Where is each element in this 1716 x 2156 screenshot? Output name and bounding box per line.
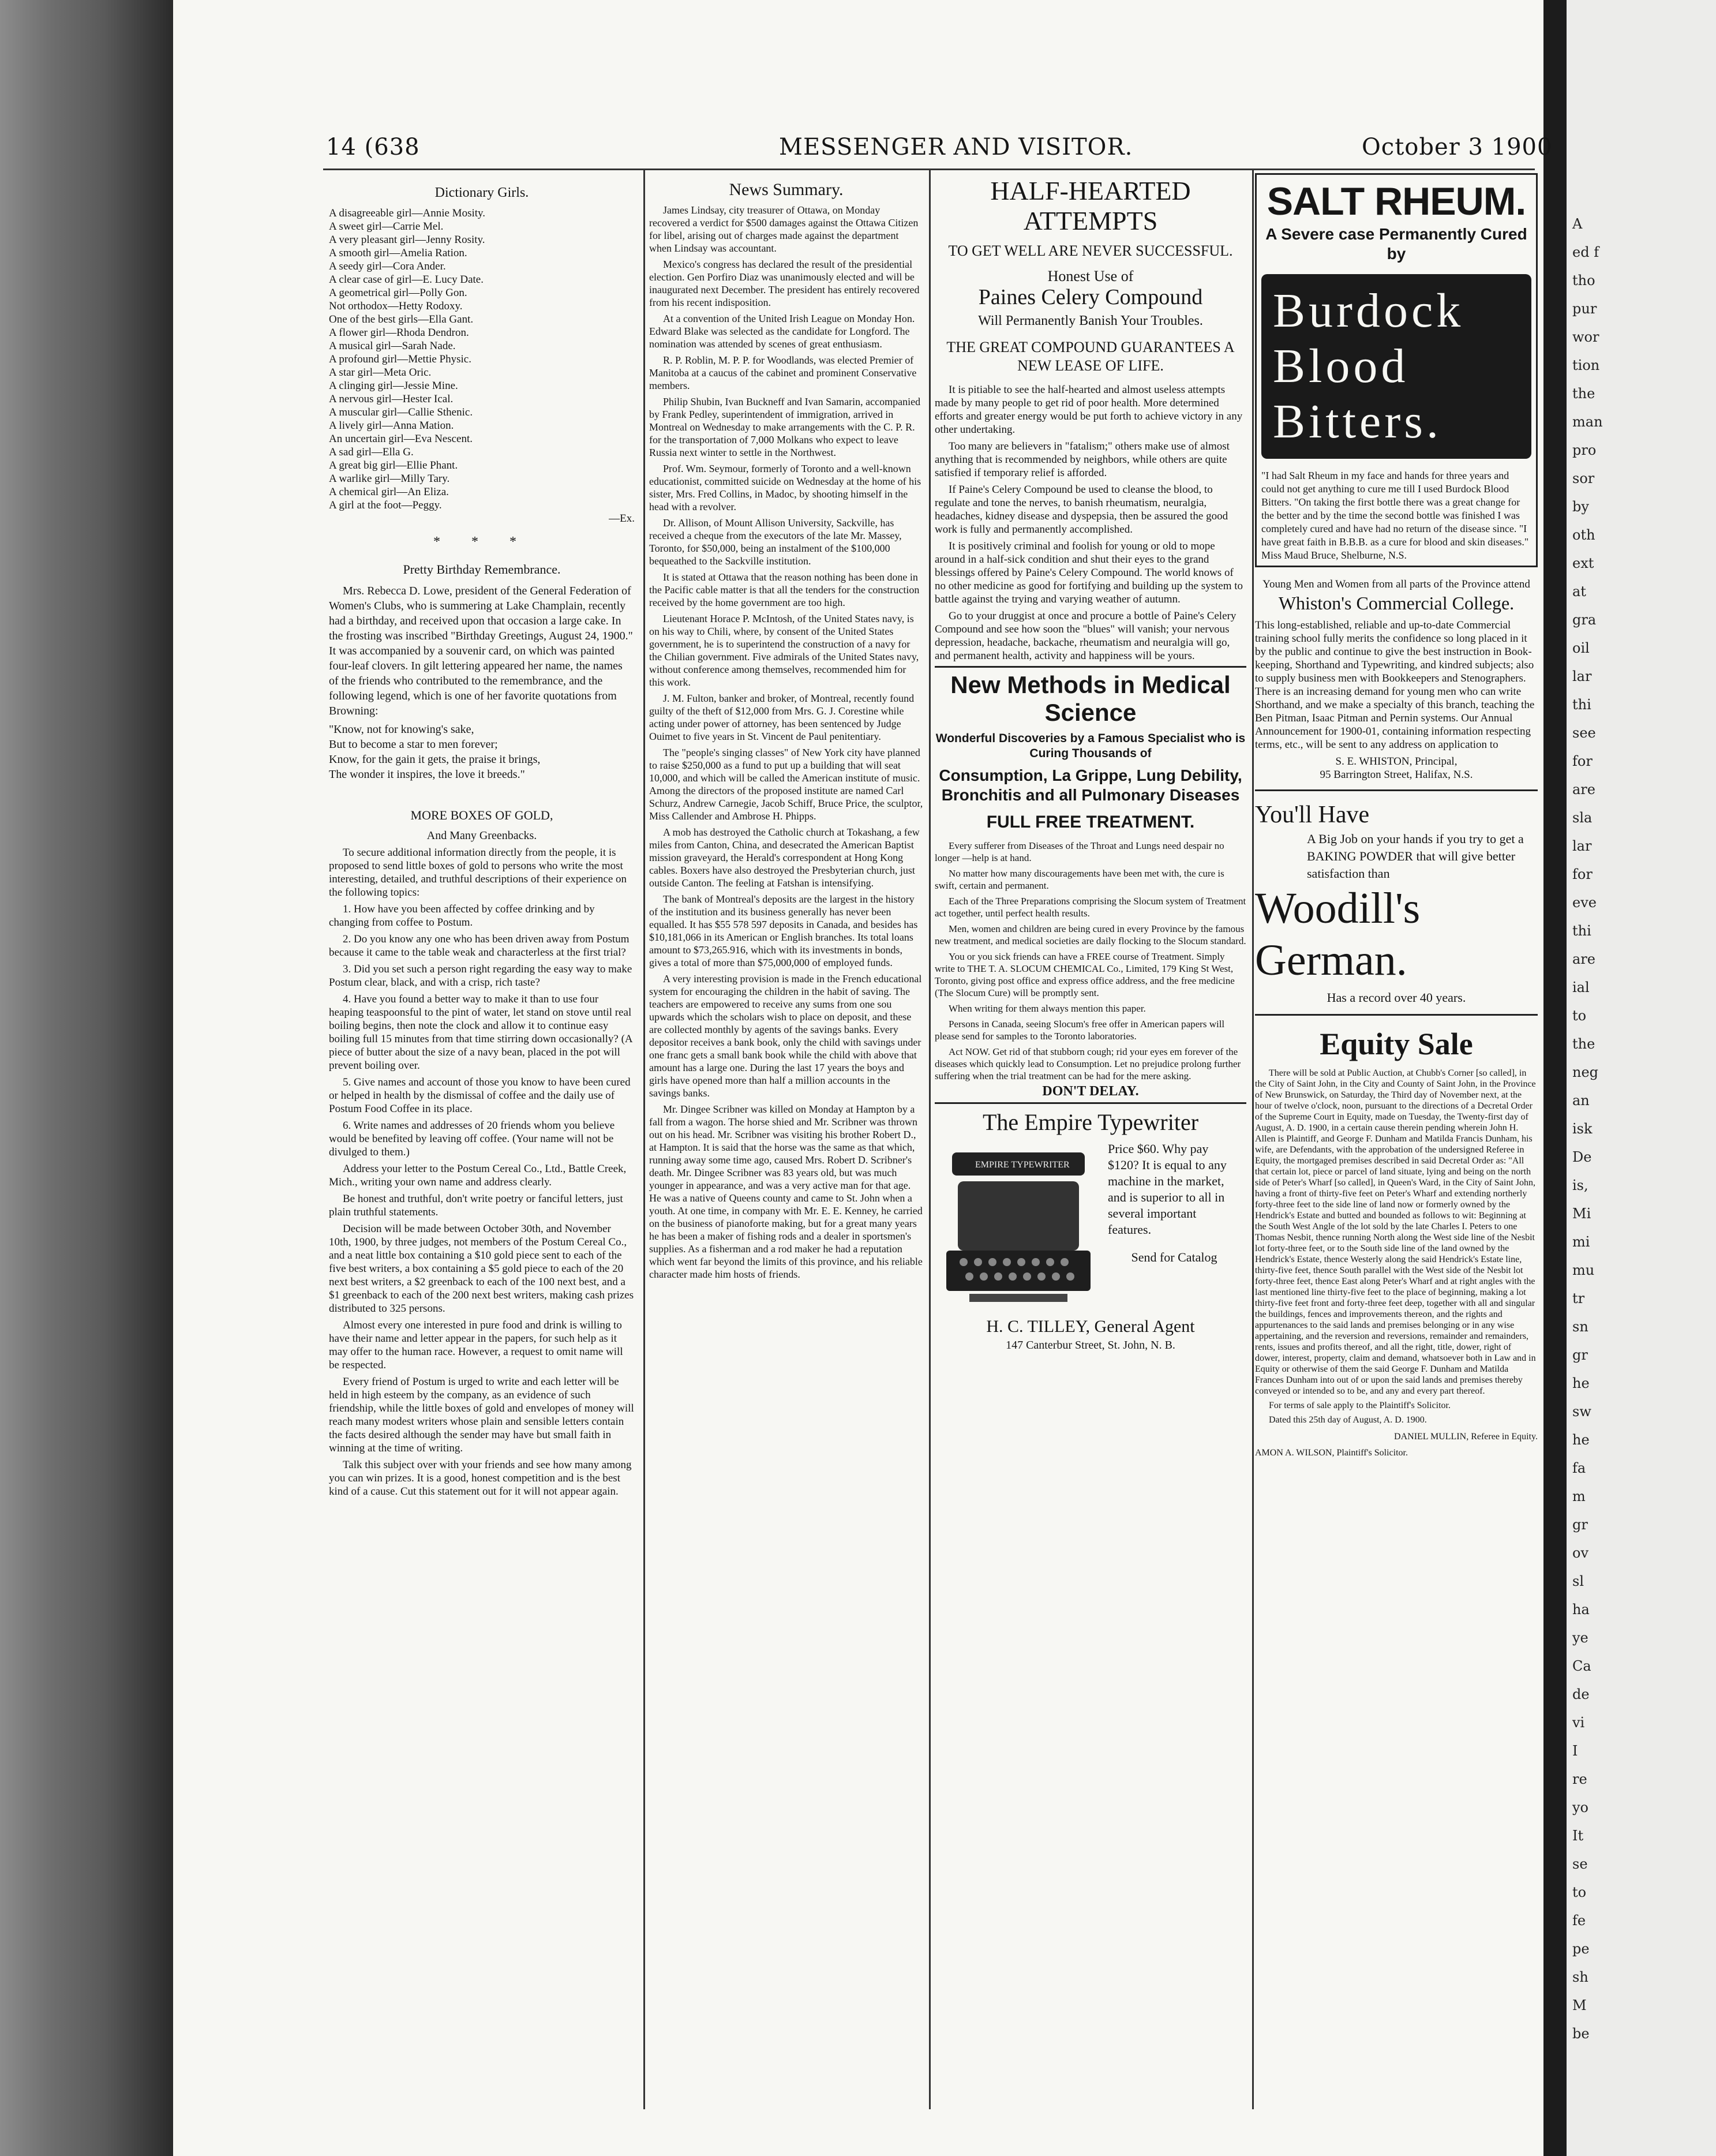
next-page-fragment: see [1572, 725, 1596, 741]
slocum-dont-delay: DON'T DELAY. [1042, 1084, 1139, 1099]
poem-line: Know, for the gain it gets, the praise it brings, [329, 753, 541, 766]
burdock-blood-bitters-logo: Burdock Blood Bitters. [1261, 274, 1531, 459]
column-rule-3 [1252, 170, 1254, 2109]
next-page-fragment: thi [1572, 923, 1591, 939]
postum-decision: Decision will be made between October 30th, and November 10th, 1900, by three judges, not members of the Postum Cereal Co., and a neat little box containing a $10 gold piece sent to each of the five best writers, a box containing a $5 gold piece to each of the 20 next best writers, a $2 greenback to each of the 100 next best, and a $1 greenback to each of the 200 next best writers, making cash prizes distributed to 325 persons. [329, 1223, 634, 1315]
burdock-testimonial: "I had Salt Rheum in my face and hands for three years and could not get anything to cure me till I used Burdock Blood Bitters. "On taking the first bottle there was a great change for the better and by the time the second bottle was finished I was completely cured and have had no return of the disease since. "I have great faith in B.B.B. as a cure for blood and skin diseases." Miss Maud Bruce, Shelburne, N.S. [1261, 470, 1529, 561]
news-item: Lieutenant Horace P. McIntosh, of the United States navy, is on his way to Chili, where, by consent of the United States government, he is to superintend the construction of a navy for the Chilian government. Five admirals of the United States navy, without conference among themselves, recommended him for this work. [649, 613, 919, 688]
paines-headline: HALF-HEARTED ATTEMPTS [990, 176, 1191, 235]
next-page-fragment: is, [1572, 1177, 1588, 1193]
paines-paragraph: If Paine's Celery Compound be used to cleanse the blood, to regulate and tone the nerves, to banish rheumatism, neuralgia, headaches, kidney disease and dyspepsia, then be assured the good work is fully and permanently accomplished. [935, 484, 1228, 536]
slocum-headline: New Methods in Medical Science [950, 671, 1231, 726]
next-page-fragment: sl [1572, 1573, 1584, 1589]
whiston-address: 95 Barrington Street, Halifax, N.S. [1320, 769, 1473, 781]
dictionary-girls-heading: Dictionary Girls. [434, 185, 529, 200]
equity-sale-headline: Equity Sale [1320, 1027, 1473, 1061]
news-item: At a convention of the United Irish League on Monday Hon. Edward Blake was selected as the candidate for Longford. The nomination was attended by scenes of great enthusiasm. [649, 313, 915, 350]
next-page-fragment: ov [1572, 1545, 1589, 1561]
next-page-fragment: lar [1572, 668, 1592, 684]
next-page-fragment: sh [1572, 1969, 1588, 1985]
column-1 [329, 179, 635, 1502]
paines-paragraph: Go to your druggist at once and procure a bottle of Paine's Celery Compound and see how soon the "blues" will vanish; your nervous depression, headache, backache, rheumatism and neuralgia will go, and permanent health, activity and happiness will be yours. [935, 610, 1237, 662]
next-page-fragment: ed f [1572, 244, 1599, 260]
next-page-fragment: Ca [1572, 1658, 1591, 1674]
paines-banish: Will Permanently Banish Your Troubles. [978, 313, 1203, 328]
youll-have-headline: You'll Have [1255, 802, 1370, 828]
whiston-intro: Young Men and Women from all parts of the Province attend [1262, 578, 1530, 590]
next-page-fragment: for [1572, 866, 1593, 882]
next-page-fragment: pe [1572, 1941, 1590, 1957]
next-page-fragment: pur [1572, 301, 1597, 317]
slocum-paragraph: Every sufferer from Diseases of the Throat and Lungs need despair no longer —help is at hand. [935, 840, 1224, 863]
next-page-fragment: sla [1572, 810, 1593, 826]
paines-celery-ad [935, 176, 1246, 662]
slocum-ad [935, 671, 1246, 1098]
postum-talk: Talk this subject over with your friends and see how many among you can win prizes. It is a good, honest competition and is the best kind of a cause. Cut this statement out for it will not appear again. [329, 1459, 632, 1498]
dictionary-girl-entry: A clear case of girl—E. Lucy Date. [329, 274, 484, 286]
next-page-fragment: are [1572, 951, 1595, 967]
news-item: The bank of Montreal's deposits are the largest in the history of the institution and its business generally has never been equalled. It has $55 578 597 deposits in Canada, and besides has $10,181,066 in its American or English branches. Its total loans amount to $73,265.916, which with its investments in bonds, gives a total of more than $75,000,000 of employed funds. [649, 893, 918, 968]
next-page-fragment: at [1572, 583, 1586, 600]
salt-rheum-headline: SALT RHEUM. [1267, 179, 1526, 223]
typewriter-illustration [935, 1141, 1102, 1314]
column-rule-2 [929, 170, 931, 2109]
next-page-fragment: ha [1572, 1601, 1590, 1618]
paines-honest: Honest Use of [1047, 268, 1134, 285]
next-page-fragment: gr [1572, 1517, 1588, 1533]
next-page-fragment: m [1572, 1488, 1586, 1504]
german-name: German. [1255, 936, 1407, 985]
woodills-name: Woodill's [1255, 884, 1421, 933]
slocum-paragraph: No matter how many discouragements have been met with, the cure is swift, certain and permanent. [935, 868, 1224, 891]
paines-product: Paines Celery Compound [978, 285, 1203, 309]
left-binding-edge [0, 0, 173, 2156]
news-item: R. P. Roblin, M. P. P. for Woodlands, was elected Premier of Manitoba at a caucus of the cabinet and prominent Conservative members. [649, 354, 917, 391]
dictionary-girl-entry: A profound girl—Mettie Physic. [329, 353, 471, 365]
next-page-fragment: mi [1572, 1234, 1590, 1250]
slocum-paragraph: Persons in Canada, seeing Slocum's free offer in American papers will please send for samples to the Toronto laboratories. [935, 1019, 1225, 1042]
boxes-of-gold-subheading: And Many Greenbacks. [426, 829, 537, 842]
dictionary-girl-entry: A musical girl—Sarah Nade. [329, 340, 456, 352]
postum-question-3: 3. Did you set such a person right regarding the easy way to make Postum clear, black, and with a crisp, rich taste? [329, 963, 632, 989]
next-page-fragment: oth [1572, 527, 1595, 543]
source-credit: —Ex. [609, 512, 635, 525]
paines-guarantee: THE GREAT COMPOUND GUARANTEES A NEW LEASE OF LIFE. [946, 339, 1235, 374]
whiston-body: This long-established, reliable and up-to-date Commercial training school fully merits the confidence so long placed in it by the public and continue to give the best instruction in Book-keeping, Shorthand and Typewriting, and kindred subjects; also to supply business men with Bookkeepers and Stenographers. There is an increasing demand for young men who can write Shorthand, and we make a specialty of this branch, teaching the Ben Pitman, Isaac Pitman and Pernin systems. Our Annual Announcement for 1900-01, containing information respecting terms, etc., will be sent to any address on application to [1255, 619, 1535, 751]
next-page-fragment: for [1572, 753, 1593, 769]
next-page-fragment: gr [1572, 1347, 1588, 1363]
poem-line: The wonder it inspires, the love it breeds." [329, 768, 525, 781]
next-page-fragment: eve [1572, 894, 1597, 911]
dictionary-girl-entry: A flower girl—Rhoda Dendron. [329, 327, 469, 339]
browning-poem [329, 722, 635, 782]
next-page-fragment: the [1572, 385, 1595, 402]
news-item: A very interesting provision is made in the French educational system for encouraging the children in the habit of saving. The teachers are empowered to receive any sums from one sou upwards which the scholars wish to place on deposit, and these are collected monthly by agents of the savings banks. Every depositor receives a bank book, only the child with savings under one franc gets a small bank book while the child with above that amount has a large one. During the last 17 years the boys and girls have opened more than half a million accounts in the savings banks. [649, 973, 922, 1099]
postum-question-2: 2. Do you know any one who has been driven away from Postum because it came to the table weak and characterless at the first trial? [329, 933, 630, 959]
paines-paragraph: It is positively criminal and foolish for young or old to mope around in a half-sick condition and shut their eyes to the grand blessings offered by Paine's Celery Compound. The world knows of no other medicine as good for fortifying and building up the system to battle against the trying and varying weather of autumn. [935, 540, 1243, 605]
news-item: Mr. Dingee Scribner was killed on Monday at Hampton by a fall from a wagon. The horse shied and Mr. Scribner was thrown out on his head. Mr. Scribner was visiting his brother Robert D., at Hampton. It is said that the horse was the same as that which, running away some time ago, caused Mrs. Robert D. Scribner's death. Mr. Dingee Scribner was 83 years old, but was much younger in appearance, and was a very active man for that age. He was a native of Queens county and came to St. John when a youth. At one time, in company with Mr. E. E. Kenney, he carried on the business of pianoforte making, but for a great many years he has been a maker of fishing rods and a dealer in sportsmen's supplies. As a fisherman and a rod maker he had a reputation which went far beyond the limits of this province, and his reliable character made him hosts of friends. [649, 1103, 923, 1280]
next-page-fragment: gra [1572, 612, 1597, 628]
salt-rheum-subhead: A Severe case Permanently Cured by [1265, 225, 1527, 263]
boxes-of-gold-heading: MORE BOXES OF GOLD, [410, 808, 553, 822]
postum-intro: To secure additional information directly from the people, it is proposed to send little boxes of gold to persons who write the most interesting, detailed, and truthful descriptions of their experience on the following topics: [329, 847, 627, 899]
next-page-fragment: se [1572, 1856, 1588, 1872]
postum-question-6: 6. Write names and addresses of 20 friends whom you believe would be benefited by leaving off coffee. (Your name will not be divulged to them.) [329, 1120, 615, 1158]
postum-question-5: 5. Give names and account of those you know to have been cured or helped in health by the dismissal of coffee and the daily use of Postum Food Coffee in its place. [329, 1076, 631, 1115]
next-page-fragment: sor [1572, 470, 1595, 486]
burdock-ad [1255, 173, 1538, 567]
dictionary-girl-entry: A disagreeable girl—Annie Mosity. [329, 207, 486, 219]
dictionary-girls-list [329, 207, 635, 512]
news-item: Dr. Allison, of Mount Allison University, Sackville, has received a cheque from the executors of the late Mr. Massey, Toronto, for $50,000, being an instalment of the $100,000 bequeathed to the Sackville institution. [649, 517, 902, 567]
dictionary-girl-entry: A lively girl—Anna Mation. [329, 420, 454, 432]
next-page-fragment: the [1572, 1036, 1595, 1052]
column-4 [1255, 173, 1538, 1461]
next-page-fragment: A [1572, 216, 1583, 232]
dictionary-girl-entry: A star girl—Meta Oric. [329, 366, 432, 379]
next-page-fragment: tion [1572, 357, 1600, 373]
news-item: J. M. Fulton, banker and broker, of Montreal, recently found guilty of the theft of $12,000 from Mrs. G. J. Corestine while acting under power of attorney, has been sentenced by Judge Ouimet to five years in St. Vincent de Paul penitentiary. [649, 693, 915, 742]
next-page-fragment: vi [1572, 1715, 1585, 1731]
next-page-fragment: sw [1572, 1403, 1591, 1420]
paines-paragraph: It is pitiable to see the half-hearted and almost useless attempts made by many people to get rid of poor health. More determined efforts and greater energy would be put forth to achieve victory in any other undertaking. [935, 384, 1243, 436]
next-page-fragment: wor [1572, 329, 1599, 345]
equity-sale-terms: For terms of sale apply to the Plaintiff's Solicitor. [1269, 1401, 1451, 1410]
news-item: The "people's singing classes" of New York city have planned to raise $250,000 as a fund to put up a building that will seat 10,000, and which will be called the American institute of music. Among the directors of the proposed institute are named Carl Schurz, Andrew Carnegie, Jacob Schiff, Bruce Price, the sculptor, Miss Callender and Ambrose H. Phipps. [649, 747, 923, 822]
column-2 [649, 176, 923, 1284]
next-page-fragment: ext [1572, 555, 1594, 571]
next-page-fragment: an [1572, 1092, 1590, 1109]
next-page-fragment: he [1572, 1375, 1590, 1391]
news-items [649, 204, 923, 1281]
news-item: Philip Shubin, Ivan Buckneff and Ivan Samarin, accompanied by Frank Pedley, superintendent of immigration, arrived in Montreal on Wednesday to make arrangements with the C. P. R. for the transportation of 7,000 Molkans who expect to leave Russia next winter to settle in the Northwest. [649, 396, 921, 458]
slocum-paragraph: Act NOW. Get rid of that stubborn cough; rid your eyes em forever of the diseases which quickly lead to Consumption. Let no prejudice prolong further suffering when the trial treatment can be had for the mere asking. [935, 1046, 1241, 1081]
next-page-fragment: fe [1572, 1912, 1586, 1929]
next-page-fragment: are [1572, 781, 1595, 798]
next-page-fragment: De [1572, 1149, 1592, 1165]
next-page-fragment: be [1572, 2026, 1590, 2042]
next-page-fragment: tr [1572, 1290, 1585, 1307]
empire-agent: H. C. TILLEY, General Agent [986, 1317, 1195, 1336]
dictionary-girl-entry: A sad girl—Ella G. [329, 446, 414, 458]
woodills-ad [1255, 799, 1538, 1006]
next-page-fragment: I [1572, 1743, 1578, 1759]
page-gutter [1543, 0, 1567, 2156]
next-page-fragment: mu [1572, 1262, 1595, 1278]
section-divider-stars: * * * [433, 534, 530, 549]
dictionary-girl-entry: An uncertain girl—Eva Nescent. [329, 433, 473, 445]
next-page-fragment: man [1572, 414, 1603, 430]
newspaper-title: MESSENGER AND VISITOR. [779, 134, 1133, 160]
next-page-fragment: he [1572, 1432, 1590, 1448]
dictionary-girl-entry: A chemical girl—An Eliza. [329, 486, 449, 498]
whiston-ad [1255, 578, 1538, 781]
next-page-fragment: fa [1572, 1460, 1586, 1476]
slocum-diseases: Consumption, La Grippe, Lung Debility, Bronchitis and all Pulmonary Diseases [939, 766, 1242, 804]
slocum-paragraph: Men, women and children are being cured in every Province by the famous new treatment, and medical societies are daily flocking to the Slocum standard. [935, 923, 1246, 946]
column-rule-1 [643, 170, 645, 2109]
next-page-fragment: oil [1572, 640, 1590, 656]
woodills-record: Has a record over 40 years. [1327, 990, 1466, 1005]
paines-body [935, 383, 1246, 662]
dictionary-girl-entry: Not orthodox—Hetty Rodoxy. [329, 300, 463, 312]
slocum-paragraph: Each of the Three Preparations comprising the Slocum system of Treatment act together, until perfect health results. [935, 896, 1246, 919]
equity-sale-dated: Dated this 25th day of August, A. D. 1900. [1269, 1415, 1427, 1425]
next-page-fragment: neg [1572, 1064, 1599, 1080]
postum-question-1: 1. How have you been affected by coffee drinking and by changing from coffee to Postum. [329, 903, 595, 929]
postum-honesty: Be honest and truthful, don't write poetry or fanciful letters, just plain truthful statements. [329, 1193, 623, 1218]
next-page-fragment: re [1572, 1771, 1587, 1787]
paines-paragraph: Too many are believers in "fatalism;" others make use of almost anything that is recommended by neighbors, while others are quite satisfied if temporary relief is afforded. [935, 440, 1230, 479]
next-page-fragment: to [1572, 1008, 1587, 1024]
equity-sale-body: There will be sold at Public Auction, at Chubb's Corner [so called], in the City of Saint John, in the City and County of Saint John, in the Province of New Brunswick, on Saturday, the Third day of November next, at the hour of twelve o'clock, noon, pursuant to the directions of a Decretal Order of the Supreme Court in Equity, made on Tuesday, the Twenty-first day of August, A. D. 1900, in a certain cause therein pending wherein John H. Allen is Plaintiff, and George F. Dunham and Matilda Francis Dunham, his wife, are Defendants, with the approbation of the undersigned Referee in Equity, the mortgaged premises described in said Decretal Order as: "All that certain lot, piece or parcel of land situate, lying and being on the north side of Peter's Wharf [so called], in Queen's Ward, in the City of Saint John, having a front of thirty-five feet on Peter's Wharf and extending northerly forty-three feet to the side line of land now or formerly owned by the Hendrick's Estate and butted and bounded as follows to wit: Beginning at the South West Angle of the lot sold by the late Charles I. Peters to one Thomas Nesbit, thence running North along the West side line of the Nesbit lot forty-three feet, or to the South side line of the land owned by the Hendrick's Estate, thence Westerly along the said Hendrick's Estate line, thirty-five feet, thence South parallel with the West side of the Nesbit lot forty-three feet, thence East along Peter's Wharf and at right angles with the last mentioned line thirty-five feet to the place of beginning, making a lot thirty-five feet front and forty-three feet deep, together with all and singular the buildings, fences and improvements thereon, and the rights and appurtenances to the said lands and premises belonging or in any wise appertaining, and the reversion and reversions, remainder and remainders, rents, issues and profits thereof, and all the right, title, dower, right of dower, interest, property, claim and demand, whatsoever both in Law and in Equity or otherwise of them the said George F. Dunham and Matilda Frances Dunham into out of or upon the said lands and premises thereby conveyed or intended so to be, and any and every part thereof. [1255, 1068, 1536, 1396]
poem-line: "Know, not for knowing's sake, [329, 723, 474, 736]
slocum-free-treatment: FULL FREE TREATMENT. [986, 813, 1195, 832]
next-page-fragment: tho [1572, 272, 1595, 289]
next-page-fragment: by [1572, 499, 1589, 515]
next-page-fragment: ye [1572, 1630, 1588, 1646]
slocum-paragraph: You or you sick friends can have a FREE course of Treatment. Simply write to THE T. A. SLOCUM CHEMICAL Co., Limited, 179 King St West, Toronto, giving post office and express office address, and the free medicine (The Slocum Cure) will be promptly sent. [935, 951, 1235, 998]
birthday-heading: Pretty Birthday Remembrance. [403, 562, 561, 577]
slocum-paragraph: When writing for them always mention this paper. [949, 1003, 1146, 1014]
next-page-fragment: pro [1572, 442, 1597, 458]
poem-line: But to become a star to men forever; [329, 738, 498, 751]
empire-send-catalog: Send for Catalog [1131, 1250, 1217, 1264]
dictionary-girl-entry: A clinging girl—Jessie Mine. [329, 380, 458, 392]
slocum-body [935, 840, 1246, 1082]
empire-headline: The Empire Typewriter [982, 1109, 1199, 1135]
news-item: James Lindsay, city treasurer of Ottawa, on Monday recovered a verdict for $500 damages against the Ottawa Citizen for libel, arising out of charges made against the department when Lindsay was accountant. [649, 204, 919, 254]
birthday-paragraph: Mrs. Rebecca D. Lowe, president of the General Federation of Women's Clubs, who is summering at Lake Champlain, recently had a birthday, and received upon that occasion a large cake. In the frosting was inscribed "Birthday Greetings, August 24, 1900." It was accompanied by a souvenir card, on which was painted four-leaf clovers. In gilt lettering appeared her name, the names of the friends who contributed to the remembrance, and the following legend, which is one of her favorite quotations from Browning: [329, 585, 633, 717]
next-page-fragment: yo [1572, 1799, 1589, 1816]
next-page-fragment: isk [1572, 1121, 1593, 1137]
next-page-fragment: thi [1572, 697, 1591, 713]
page-number: 14 (638 [326, 134, 420, 160]
equity-referee: DANIEL MULLIN, Referee in Equity. [1394, 1432, 1538, 1442]
column-3 [935, 176, 1246, 1353]
slocum-subhead: Wonderful Discoveries by a Famous Specialist who is Curing Thousands of [935, 732, 1246, 760]
empire-typewriter-ad [935, 1109, 1246, 1353]
postum-interest: Almost every one interested in pure food and drink is willing to have their name and letter appear in the papers, for such help as it may offer to the human race. However, a request to omit name will be respected. [329, 1319, 623, 1371]
news-item: Mexico's congress has declared the result of the presidential election. Gen Porfiro Diaz was unanimously elected and will be inaugurated next December. The president has entirely recovered from his recent indisposition. [649, 259, 920, 308]
dictionary-girl-entry: A girl at the foot—Peggy. [329, 499, 442, 511]
dictionary-girl-entry: A smooth girl—Amelia Ration. [329, 247, 467, 259]
news-summary-heading: News Summary. [729, 180, 844, 199]
next-page-fragment: ial [1572, 979, 1590, 995]
empire-address: 147 Canterbur Street, St. John, N. B. [1006, 1339, 1175, 1352]
next-page-fragment: to [1572, 1884, 1587, 1900]
next-page-fragment: Mi [1572, 1206, 1591, 1222]
paines-subhead: TO GET WELL ARE NEVER SUCCESSFUL. [948, 242, 1233, 259]
next-page-fragment: It [1572, 1828, 1584, 1844]
whiston-headline: Whiston's Commercial College. [1278, 593, 1515, 613]
next-page-fragment: M [1572, 1997, 1587, 2013]
equity-sale-ad [1255, 1024, 1538, 1461]
dictionary-girl-entry: A very pleasant girl—Jenny Rosity. [329, 234, 485, 246]
dictionary-girl-entry: One of the best girls—Ella Gant. [329, 313, 474, 325]
postum-address: Address your letter to the Postum Cereal Co., Ltd., Battle Creek, Mich., writing your own name and address clearly. [329, 1163, 627, 1188]
news-item: A mob has destroyed the Catholic church at Tokashang, a few miles from Canton, China, and desecrated the American Baptist mission graveyard, the Herald's correspondent at Hong Kong cables. Boxers have also destroyed the Presbyterian church, just outside Canton. The feeling at Fatshan is intensifying. [649, 826, 920, 889]
news-item: It is stated at Ottawa that the reason nothing has been done in the Pacific cable matter is that all the tenders for the construction received by the home government are too high. [649, 571, 920, 608]
next-page-fragment: de [1572, 1686, 1590, 1702]
dictionary-girl-entry: A great big girl—Ellie Phant. [329, 459, 458, 471]
issue-date: October 3 1900 [1362, 134, 1553, 160]
news-item: Prof. Wm. Seymour, formerly of Toronto and a well-known educationist, committed suicide on Wednesday at the home of his sister, Mrs. Fred Collins, in Madoc, by shooting himself in the head with a revolver. [649, 463, 921, 512]
empire-price-text: Price $60. Why pay $120? It is equal to any machine in the market, and is superior to all in several important features. [1108, 1141, 1227, 1237]
next-page-fragment: lar [1572, 838, 1592, 854]
equity-solicitor: AMON A. WILSON, Plaintiff's Solicitor. [1255, 1448, 1408, 1458]
postum-friends: Every friend of Postum is urged to write and each letter will be held in high esteem by the company, as an evidence of such friendship, while the little boxes of gold and envelopes of money will reach many modest writers whose plain and sensible letters contain the facts desired although the sender may have but small faith in winning at the time of writing. [329, 1376, 634, 1454]
dictionary-girl-entry: A muscular girl—Callie Sthenic. [329, 406, 473, 418]
postum-question-4: 4. Have you found a better way to make it than to use four heaping teaspoonsful to the pint of water, let stand on stove until real boiling begins, then note the clock and allow it to continue easy boiling full 15 minutes from that time stirring down occasionally? (A piece of butter about the size of a navy bean, placed in the pot will prevent boiling over. [329, 993, 632, 1072]
dictionary-girl-entry: A geometrical girl—Polly Gon. [329, 287, 467, 299]
whiston-principal: S. E. WHISTON, Principal, [1335, 755, 1458, 768]
next-page-fragment: sn [1572, 1319, 1588, 1335]
dictionary-girl-entry: A seedy girl—Cora Ander. [329, 260, 446, 272]
typewriter-label: EMPIRE TYPEWRITER [975, 1160, 1070, 1170]
dictionary-girl-entry: A nervous girl—Hester Ical. [329, 393, 454, 405]
dictionary-girl-entry: A warlike girl—Milly Tary. [329, 473, 450, 485]
baking-powder-text: A Big Job on your hands if you try to get a BAKING POWDER that will give better satisfaction than [1307, 832, 1524, 881]
dictionary-girl-entry: A sweet girl—Carrie Mel. [329, 220, 444, 233]
